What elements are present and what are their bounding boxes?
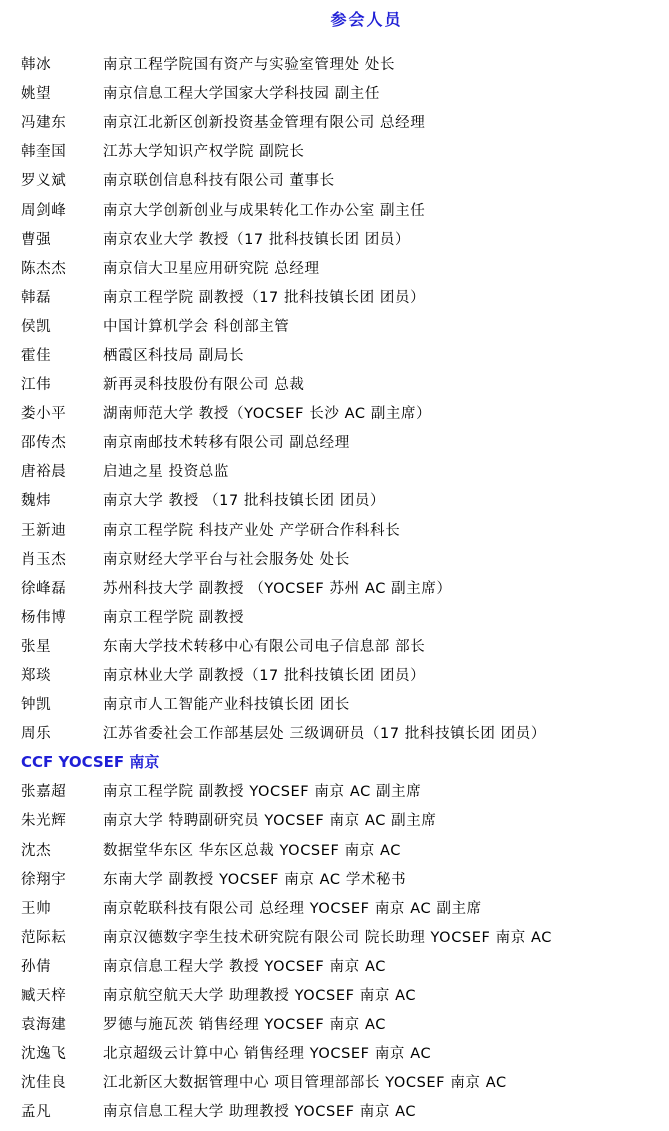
yocsef-member-row [21, 805, 666, 834]
person-name: 王帅 [21, 900, 52, 917]
yocsef-member-row [21, 864, 666, 893]
attendee-row [21, 602, 666, 631]
person-affiliation: 罗德与施瓦茨 销售经理 YOCSEF 南京 AC [103, 1017, 386, 1034]
person-affiliation: 南京联创信息科技有限公司 董事长 [103, 173, 335, 190]
attendee-row [21, 282, 666, 311]
person-name: 沈杰 [21, 842, 52, 859]
person-affiliation: 南京信息工程大学 教授 YOCSEF 南京 AC [103, 958, 386, 975]
person-affiliation: 南京工程学院 科技产业处 产学研合作科科长 [103, 522, 401, 539]
person-affiliation: 南京南邮技术转移有限公司 副总经理 [103, 435, 350, 452]
person-affiliation: 南京大学 特聘副研究员 YOCSEF 南京 AC 副主席 [103, 813, 437, 830]
person-name: 陈杰杰 [21, 260, 67, 277]
yocsef-member-row [21, 922, 666, 951]
person-name: 霍佳 [21, 347, 52, 364]
person-affiliation: 南京信大卫星应用研究院 总经理 [103, 260, 320, 277]
attendee-row [21, 660, 666, 689]
attendee-row [21, 515, 666, 544]
person-affiliation: 南京林业大学 副教授（17 批科技镇长团 团员） [103, 668, 426, 685]
attendee-row [21, 369, 666, 398]
person-affiliation: 启迪之星 投资总监 [103, 464, 230, 481]
person-name: 张嘉超 [21, 784, 67, 801]
person-affiliation: 南京汉德数字孪生技术研究院有限公司 院长助理 YOCSEF 南京 AC [103, 929, 553, 946]
person-name: 姚望 [21, 86, 52, 103]
person-affiliation: 数据堂华东区 华东区总裁 YOCSEF 南京 AC [103, 842, 402, 859]
attendee-row [21, 78, 666, 107]
person-affiliation: 江北新区大数据管理中心 项目管理部部长 YOCSEF 南京 AC [103, 1075, 507, 1092]
person-affiliation: 新再灵科技股份有限公司 总裁 [103, 377, 305, 394]
yocsef-member-row [21, 980, 666, 1009]
person-affiliation: 东南大学 副教授 YOCSEF 南京 AC 学术秘书 [103, 871, 407, 888]
person-name: 韩冰 [21, 57, 52, 74]
person-name: 张星 [21, 638, 52, 655]
yocsef-member-row [21, 893, 666, 922]
person-name: 冯建东 [21, 115, 67, 132]
person-affiliation: 湖南师范大学 教授（YOCSEF 长沙 AC 副主席） [103, 406, 432, 423]
person-name: 罗义斌 [21, 173, 67, 190]
person-name: 娄小平 [21, 406, 67, 423]
person-name: 唐裕晨 [21, 464, 67, 481]
person-affiliation: 南京江北新区创新投资基金管理有限公司 总经理 [103, 115, 426, 132]
person-name: 钟凯 [21, 697, 52, 714]
person-name: 王新迪 [21, 522, 67, 539]
person-affiliation: 南京信息工程大学 助理教授 YOCSEF 南京 AC [103, 1104, 417, 1121]
person-name: 沈佳良 [21, 1075, 67, 1092]
attendee-row [21, 427, 666, 456]
yocsef-member-row [21, 776, 666, 805]
attendee-row [21, 253, 666, 282]
person-affiliation: 南京信息工程大学国家大学科技园 副主任 [103, 86, 381, 103]
person-name: 曹强 [21, 231, 52, 248]
person-name: 臧天梓 [21, 988, 67, 1005]
attendee-row [21, 49, 666, 78]
person-name: 范际耘 [21, 929, 67, 946]
attendee-row [21, 340, 666, 369]
yocsef-member-row [21, 835, 666, 864]
person-affiliation: 南京航空航天大学 助理教授 YOCSEF 南京 AC [103, 988, 417, 1005]
yocsef-member-row [21, 951, 666, 980]
attendee-row [21, 224, 666, 253]
person-affiliation: 南京农业大学 教授（17 批科技镇长团 团员） [103, 231, 411, 248]
person-name: 朱光辉 [21, 813, 67, 830]
person-affiliation: 南京乾联科技有限公司 总经理 YOCSEF 南京 AC 副主席 [103, 900, 482, 917]
person-affiliation: 南京工程学院 副教授 YOCSEF 南京 AC 副主席 [103, 784, 422, 801]
person-name: 孙倩 [21, 958, 52, 975]
person-name: 江伟 [21, 377, 52, 394]
person-affiliation: 中国计算机学会 科创部主管 [103, 318, 290, 335]
person-affiliation: 南京市人工智能产业科技镇长团 团长 [103, 697, 350, 714]
attendee-row [21, 107, 666, 136]
attendee-row [21, 311, 666, 340]
person-name: 袁海建 [21, 1017, 67, 1034]
person-affiliation: 南京工程学院国有资产与实验室管理处 处长 [103, 57, 396, 74]
person-affiliation: 东南大学技术转移中心有限公司电子信息部 部长 [103, 638, 426, 655]
attendee-row [21, 485, 666, 514]
person-affiliation: 南京大学 教授 （17 批科技镇长团 团员） [103, 493, 386, 510]
yocsef-member-row [21, 1009, 666, 1038]
yocsef-member-row [21, 1067, 666, 1096]
attendee-row [21, 398, 666, 427]
person-name: 韩磊 [21, 289, 52, 306]
person-affiliation: 江苏大学知识产权学院 副院长 [103, 144, 305, 161]
attendee-row [21, 136, 666, 165]
attendee-row [21, 456, 666, 485]
person-name: 周剑峰 [21, 202, 67, 219]
attendee-row [21, 544, 666, 573]
person-name: 徐峰磊 [21, 580, 67, 597]
section-heading: CCF YOCSEF 南京 [21, 753, 160, 772]
person-affiliation: 北京超级云计算中心 销售经理 YOCSEF 南京 AC [103, 1046, 432, 1063]
person-affiliation: 苏州科技大学 副教授 （YOCSEF 苏州 AC 副主席） [103, 580, 452, 597]
person-affiliation: 南京工程学院 副教授（17 批科技镇长团 团员） [103, 289, 426, 306]
person-name: 邵传杰 [21, 435, 67, 452]
person-name: 郑琰 [21, 668, 52, 685]
person-name: 沈逸飞 [21, 1046, 67, 1063]
person-name: 韩奎国 [21, 144, 67, 161]
person-affiliation: 江苏省委社会工作部基层处 三级调研员（17 批科技镇长团 团员） [103, 726, 546, 743]
person-affiliation: 南京财经大学平台与社会服务处 处长 [103, 551, 350, 568]
person-name: 徐翔宇 [21, 871, 67, 888]
person-name: 肖玉杰 [21, 551, 67, 568]
attendee-row [21, 631, 666, 660]
attendee-row [21, 194, 666, 223]
attendee-row [21, 689, 666, 718]
attendee-row [21, 718, 666, 747]
person-name: 魏炜 [21, 493, 52, 510]
attendee-row [21, 573, 666, 602]
person-affiliation: 南京工程学院 副教授 [103, 609, 245, 626]
attendee-row [21, 165, 666, 194]
person-name: 侯凯 [21, 318, 52, 335]
yocsef-member-row [21, 1038, 666, 1067]
document-title: 参会人员 [330, 10, 403, 29]
yocsef-member-row [21, 1096, 666, 1125]
person-affiliation: 南京大学创新创业与成果转化工作办公室 副主任 [103, 202, 426, 219]
person-name: 杨伟博 [21, 609, 67, 626]
person-name: 孟凡 [21, 1104, 52, 1121]
person-name: 周乐 [21, 726, 52, 743]
person-affiliation: 栖霞区科技局 副局长 [103, 347, 245, 364]
attendee-rows [21, 49, 666, 1125]
